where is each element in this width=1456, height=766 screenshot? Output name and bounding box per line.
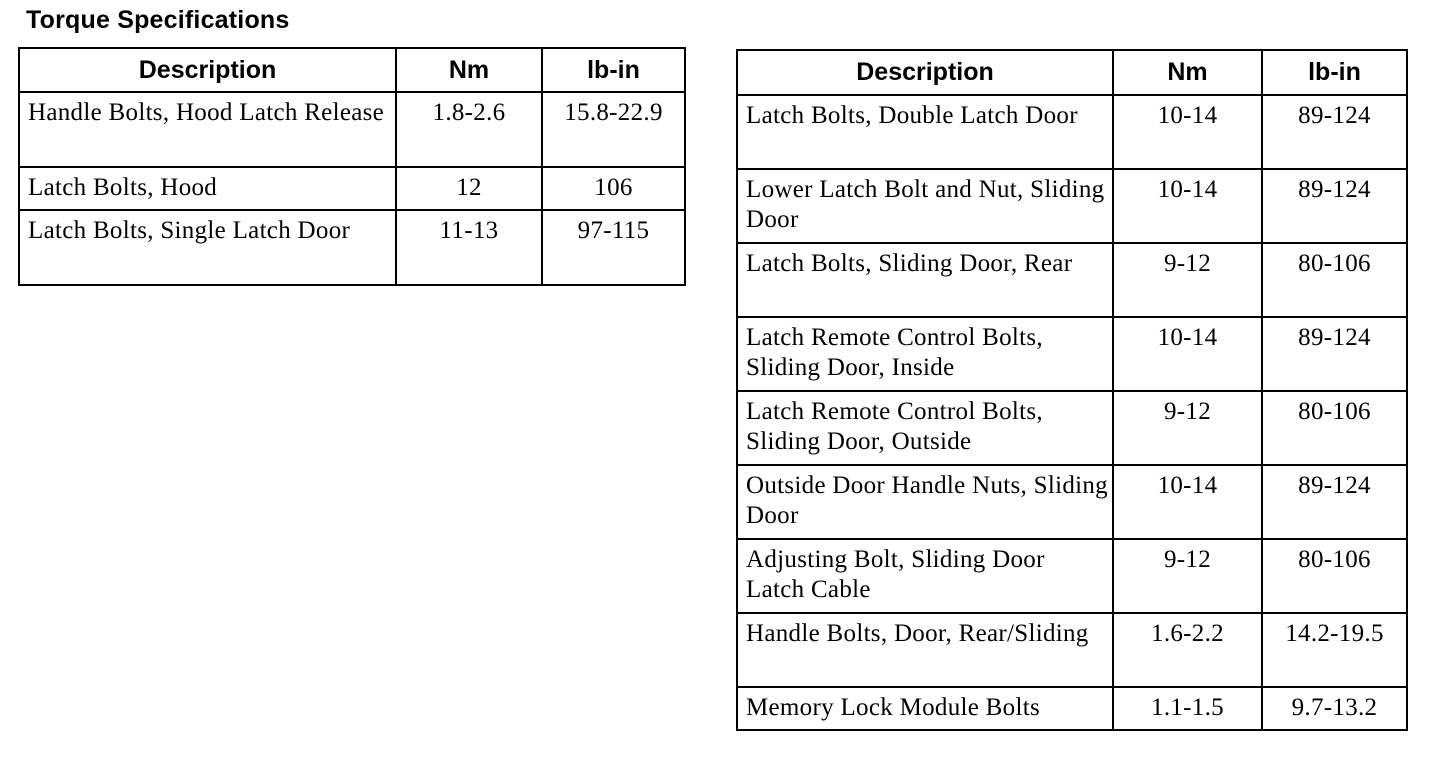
row-lbin: 89-124 — [1262, 465, 1407, 539]
row-nm: 10-14 — [1113, 169, 1262, 243]
table-row — [737, 687, 1407, 730]
row-lbin: 106 — [542, 167, 685, 210]
row-lbin: 80-106 — [1262, 243, 1407, 317]
header-nm: Nm — [1113, 50, 1262, 95]
row-nm: 1.6-2.2 — [1113, 613, 1262, 687]
row-lbin: 80-106 — [1262, 391, 1407, 465]
page-title: Torque Specifications — [26, 6, 290, 34]
table-row — [737, 95, 1407, 169]
row-description: Handle Bolts, Door, Rear/Sliding — [737, 613, 1113, 687]
row-description: Latch Bolts, Double Latch Door — [737, 95, 1113, 169]
header-row — [737, 50, 1407, 95]
row-nm: 12 — [396, 167, 542, 210]
header-nm: Nm — [396, 48, 542, 92]
row-description: Latch Remote Control Bolts, Sliding Door, Inside — [737, 317, 1113, 391]
row-lbin: 14.2-19.5 — [1262, 613, 1407, 687]
row-description: Memory Lock Module Bolts — [737, 687, 1113, 730]
row-nm: 10-14 — [1113, 317, 1262, 391]
table-row — [737, 169, 1407, 243]
row-description: Latch Bolts, Single Latch Door — [19, 210, 396, 285]
row-nm: 9-12 — [1113, 243, 1262, 317]
header-lbin: lb-in — [542, 48, 685, 92]
row-lbin: 97-115 — [542, 210, 685, 285]
row-description: Latch Remote Control Bolts, Sliding Door, Outside — [737, 391, 1113, 465]
row-lbin: 80-106 — [1262, 539, 1407, 613]
row-description: Handle Bolts, Hood Latch Release — [19, 92, 396, 167]
table-row — [19, 167, 685, 210]
table-row — [737, 243, 1407, 317]
row-nm: 10-14 — [1113, 465, 1262, 539]
table-row — [737, 465, 1407, 539]
row-nm: 1.8-2.6 — [396, 92, 542, 167]
header-row — [19, 48, 685, 92]
header-lbin: lb-in — [1262, 50, 1407, 95]
table-row — [19, 92, 685, 167]
row-nm: 9-12 — [1113, 391, 1262, 465]
table-row — [737, 391, 1407, 465]
table-row — [737, 613, 1407, 687]
row-description: Outside Door Handle Nuts, Sliding Door — [737, 465, 1113, 539]
row-nm: 1.1-1.5 — [1113, 687, 1262, 730]
row-lbin: 9.7-13.2 — [1262, 687, 1407, 730]
row-description: Latch Bolts, Sliding Door, Rear — [737, 243, 1113, 317]
torque-table-right — [736, 49, 1408, 731]
table-row — [737, 539, 1407, 613]
header-description: Description — [19, 48, 396, 92]
row-description: Lower Latch Bolt and Nut, Sliding Door — [737, 169, 1113, 243]
row-nm: 10-14 — [1113, 95, 1262, 169]
torque-table-left — [18, 47, 686, 286]
row-description: Latch Bolts, Hood — [19, 167, 396, 210]
table-row — [19, 210, 685, 285]
row-nm: 9-12 — [1113, 539, 1262, 613]
row-lbin: 89-124 — [1262, 317, 1407, 391]
row-lbin: 89-124 — [1262, 95, 1407, 169]
header-description: Description — [737, 50, 1113, 95]
row-description: Adjusting Bolt, Sliding Door Latch Cable — [737, 539, 1113, 613]
row-nm: 11-13 — [396, 210, 542, 285]
row-lbin: 15.8-22.9 — [542, 92, 685, 167]
row-lbin: 89-124 — [1262, 169, 1407, 243]
table-row — [737, 317, 1407, 391]
